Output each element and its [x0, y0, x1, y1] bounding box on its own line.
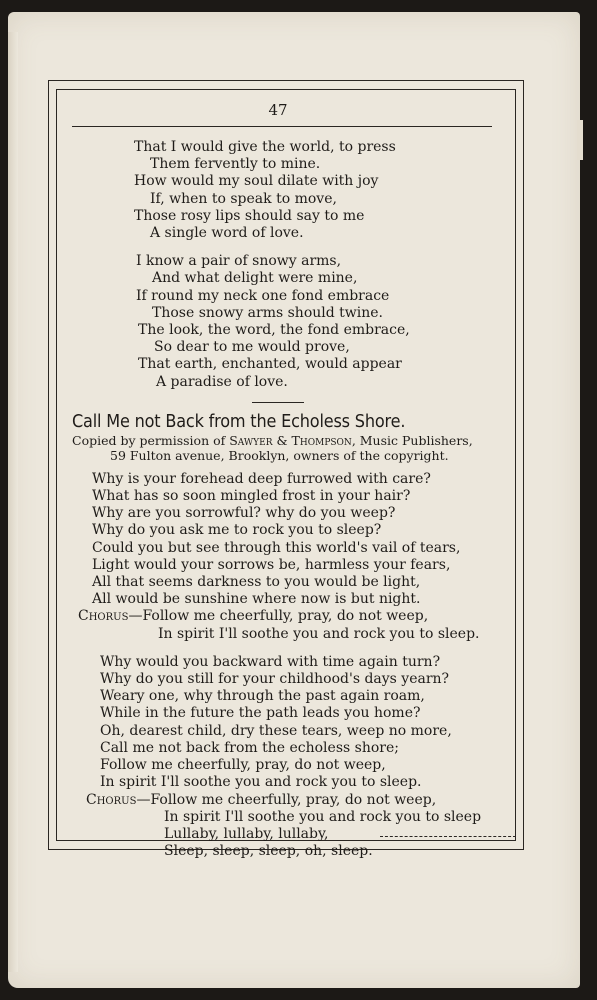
verse-line: Follow me cheerfully, pray, do not weep, — [100, 757, 386, 774]
copyright-credit — [72, 433, 500, 448]
publisher-name: Sawyer & Thompson — [229, 432, 352, 448]
verse-line: While in the future the path leads you home? — [100, 705, 421, 722]
verse-line: Why do you still for your childhood's days yearn? — [100, 671, 450, 688]
verse-line: All would be sunshine where now is but night. — [92, 591, 421, 608]
verse-line: Light would your sorrows be, harmless your fears, — [92, 556, 451, 573]
song-title: Call Me not Back from the Echoless Shore. — [72, 411, 406, 432]
chorus-text: —Follow me cheerfully, pray, do not weep, — [128, 608, 429, 625]
verse-line: Why are you sorrowful? why do you weep? — [92, 505, 396, 522]
stanza-b — [72, 253, 500, 391]
stanza-a — [72, 139, 500, 242]
verse-line: Oh, dearest child, dry these tears, weep no more, — [100, 722, 452, 739]
poem-line: A paradise of love. — [156, 373, 288, 390]
chorus-line — [72, 792, 500, 809]
chorus-line — [72, 608, 500, 625]
poem-line: Them fervently to mine. — [150, 156, 321, 173]
page-edge-tab — [577, 120, 583, 160]
poem-line: So dear to me would prove, — [154, 339, 350, 356]
poem-line: Those snowy arms should twine. — [152, 304, 383, 321]
header-rule — [72, 126, 492, 127]
poem-line: The look, the word, the fond embrace, — [138, 322, 410, 339]
poem-line: Those rosy lips should say to me — [134, 207, 365, 224]
copyright-credit-line2: 59 Fulton avenue, Brooklyn, owners of the copyright. — [110, 447, 449, 463]
verse-line: All that seems darkness to you would be light, — [92, 574, 421, 591]
poem-line: If round my neck one fond embrace — [136, 287, 390, 304]
poem-line: That earth, enchanted, would appear — [138, 356, 402, 373]
verse-line: Why would you backward with time again turn? — [100, 653, 441, 670]
chorus-line: In spirit I'll soothe you and rock you to sleep. — [158, 625, 480, 642]
verse-line: Why is your forehead deep furrowed with care? — [92, 470, 431, 487]
poem-line: How would my soul dilate with joy — [134, 173, 379, 190]
verse-line: Call me not back from the echoless shore; — [100, 739, 399, 756]
chorus-label: Chorus — [78, 608, 129, 625]
poem-line: If, when to speak to move, — [150, 190, 337, 207]
poem-line: I know a pair of snowy arms, — [136, 253, 342, 270]
poem-line: And what delight were mine, — [152, 270, 358, 287]
poem-line: That I would give the world, to press — [134, 139, 396, 155]
section-rule — [252, 402, 304, 403]
verse-line: Could you but see through this world's vail of tears, — [92, 539, 461, 556]
chorus-line: Lullaby, lullaby, lullaby, — [164, 825, 329, 842]
chorus-text: —Follow me cheerfully, pray, do not weep, — [136, 791, 437, 808]
chorus-line: In spirit I'll soothe you and rock you to sleep — [164, 808, 482, 825]
credit-text: , Music Publishers, — [351, 432, 473, 448]
page-gutter — [8, 32, 18, 972]
page-number: 47 — [268, 101, 288, 119]
verse-line: Weary one, why through the past again roam, — [100, 688, 425, 705]
verse-1 — [72, 471, 500, 643]
poem-line: A single word of love. — [150, 225, 304, 242]
page-content — [72, 100, 500, 871]
verse-line: Why do you ask me to rock you to sleep? — [92, 522, 382, 539]
verse-line: What has so soon mingled frost in your hair? — [92, 488, 411, 505]
torn-border-segment — [380, 836, 516, 837]
chorus-line: Sleep, sleep, sleep, oh, sleep. — [164, 843, 373, 860]
credit-text: Copied by permission of — [72, 432, 230, 448]
chorus-label: Chorus — [86, 791, 137, 808]
verse-2 — [72, 654, 500, 860]
verse-line: In spirit I'll soothe you and rock you to sleep. — [100, 774, 422, 791]
